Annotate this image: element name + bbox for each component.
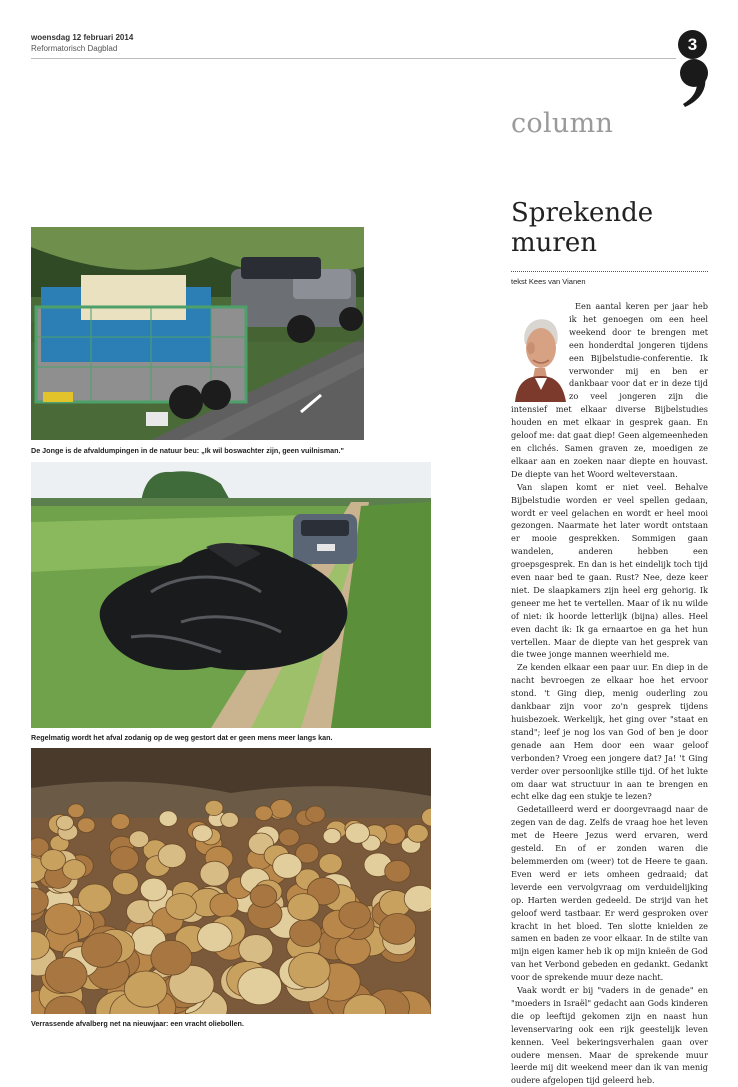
oliebol-texture [239, 935, 273, 964]
oliebol-texture [205, 800, 223, 815]
oliebol-texture [78, 818, 95, 833]
oliebol-texture [166, 894, 197, 920]
photo-oliebollen-pile [31, 748, 431, 1014]
oliebol-texture [279, 829, 299, 846]
header-divider [31, 58, 676, 59]
article-paragraph: Een aantal keren per jaar heb ik het genoegen om een heel weekend door te brengen met een honderdtal jongeren tijdens een Bijbelstudie-conferentie. Ik verwonder mij en ben er dankbaar voor dat er in deze tijd zo veel jongeren zijn die intensief met elkaar diverse Bijbelstudies houden en met elkaar in gesprek gaan. En geloof me: dat gaat diep! Geen algemeenheden en clichés. Samen graven ze, moedigen ze elkaar aan en zoeken naar diepte en houvast. De diepte van het Woord welteverstaan. [511, 301, 708, 479]
oliebol-texture [306, 806, 325, 822]
oliebol-texture [198, 923, 233, 952]
oliebol-texture [250, 885, 277, 908]
article-paragraph: Ze kenden elkaar een paar uur. En diep in de nacht bevroegen ze elkaar hoe het ervoor stond. 't Ging diep, menig ouderling zou dankbaar zijn voor zo'n gesprek tijdens huisbezoek. Werkelijk, het ging over "staat en stand"; leef je nog los van God of ben je door genade aan Hem door een waar geloof verbonden? Vroeg een jongere dat? Ja! 't Ging verder over persoonlijke stille tijd. Of het lukte om daar wat structuur in aan te brengen en echt elke dag een stukje te lezen? [511, 662, 708, 802]
photo-caption-2: Regelmatig wordt het afval zodanig op de weg gestort dat er geen mens meer langs kan. [31, 733, 333, 742]
oliebol-texture [200, 861, 229, 886]
oliebol-texture [380, 914, 416, 945]
oliebol-texture [78, 884, 111, 912]
oliebol-texture [151, 940, 192, 975]
oliebol-texture [140, 878, 167, 901]
oliebol-texture [110, 847, 138, 871]
oliebol-texture [82, 933, 122, 967]
photo-trailer-waste [31, 227, 364, 440]
oliebol-texture [270, 800, 292, 819]
oliebol-texture [238, 968, 282, 1005]
oliebol-texture [129, 831, 148, 848]
oliebol-texture [339, 902, 371, 929]
oliebol-texture [255, 806, 272, 821]
oliebol-texture [288, 894, 319, 921]
oliebol-texture [290, 920, 322, 947]
header-paper-name: Reformatorisch Dagblad [31, 44, 118, 53]
oliebol-texture [385, 860, 411, 882]
byline-divider [511, 271, 708, 272]
oliebol-texture [56, 816, 73, 831]
oliebol-texture [124, 971, 167, 1007]
oliebol-texture [221, 812, 239, 827]
oliebol-texture [404, 885, 431, 912]
section-label: column [511, 108, 614, 139]
oliebol-texture [319, 854, 342, 874]
header-date: woensdag 12 februari 2014 [31, 33, 134, 42]
oliebol-texture [193, 825, 213, 842]
page-number-badge: 3 [678, 30, 707, 59]
portrait-spacer [511, 300, 569, 400]
oliebol-texture [158, 844, 186, 868]
oliebol-texture [44, 904, 80, 935]
oliebol-texture [45, 957, 87, 993]
article-body [511, 300, 708, 1087]
comma-logo-icon [677, 58, 711, 108]
oliebol-texture [112, 873, 138, 895]
article-paragraph: Vaak wordt er bij "vaders in de genade" en "moeders in Israël" gedacht aan Gods kinderen die op leeftijd gekomen zijn en naast hun levenservaring ook een rijk geestelijk leven kennen. Veel bekeringsverhalen gaan over oudere mensen. Maar de sprekende muur leerde mij dit weekend meer dan ik van menig oudere afgelopen tijd geleerd heb. [511, 985, 708, 1086]
oliebol-texture [68, 804, 84, 818]
article-paragraph: Van slapen komt er niet veel. Behalve Bijbelstudie worden er veel spellen gedaan, wordt er veel gelachen en wordt er heel mooi gezongen. Naarmate het later wordt ontstaan er mooie gesprekken. Sommigen gaan wandelen, anderen hebben een groepsgesprek. En dan is het eindelijk toch tijd even naar bed te gaan. Rust? Nee, deze keer niet. De slaapkamers zijn heel erg gehorig. Ik geneer me het te vertellen. Maar of ik nu wilde of niet: ik hoorde letterlijk (bijna) alles. Heel even dacht ik: Ik ga ernaartoe en ga het hun vertellen. Maar de diepte van het gesprek van die twee jonge mannen weerhield me. [511, 481, 708, 660]
oliebol-texture [323, 829, 341, 844]
article-title: Sprekende muren [511, 198, 654, 258]
oliebol-texture [41, 850, 66, 871]
oliebol-texture [345, 823, 369, 843]
photo-garbage-bags-road [31, 462, 431, 728]
oliebol-texture [63, 860, 86, 880]
oliebol-texture [111, 814, 130, 830]
oliebol-texture [407, 825, 428, 843]
article-paragraph: Gedetailleerd werd er doorgevraagd naar de zegen van de dag. Zelfs de vraag hoe het leven met de Heere Jezus werd ervaren, werd gesteld. En of er zonden waren die belemmerden om (weer) tot de Heere te gaan. Even werd er iets omheen gedraaid; dat leverde een vervolgvraag om verduidelijking op. Harten werden gedeeld. De strijd van het geloof werd tastbaar. Er werd gesproken over kracht in het bloed. Ten slotte knielden ze samen en baden ze voor elkaar. In de stilte van mijn eigen kamer heb ik op mijn knieën de God van het Verbond gebeden en gedankt. Gedankt voor de sprekende muur deze nacht. [511, 804, 708, 983]
oliebol-texture [159, 811, 177, 827]
photo-caption-1: De Jonge is de afvaldumpingen in de natuur beu: „Ik wil boswachter zijn, geen vuilnisman." [31, 446, 344, 455]
oliebol-texture [289, 953, 331, 988]
oliebol-texture [273, 854, 302, 879]
photo-caption-3: Verrassende afvalberg net na nieuwjaar: een vracht oliebollen. [31, 1019, 244, 1028]
article-byline: tekst Kees van Vianen [511, 277, 586, 286]
